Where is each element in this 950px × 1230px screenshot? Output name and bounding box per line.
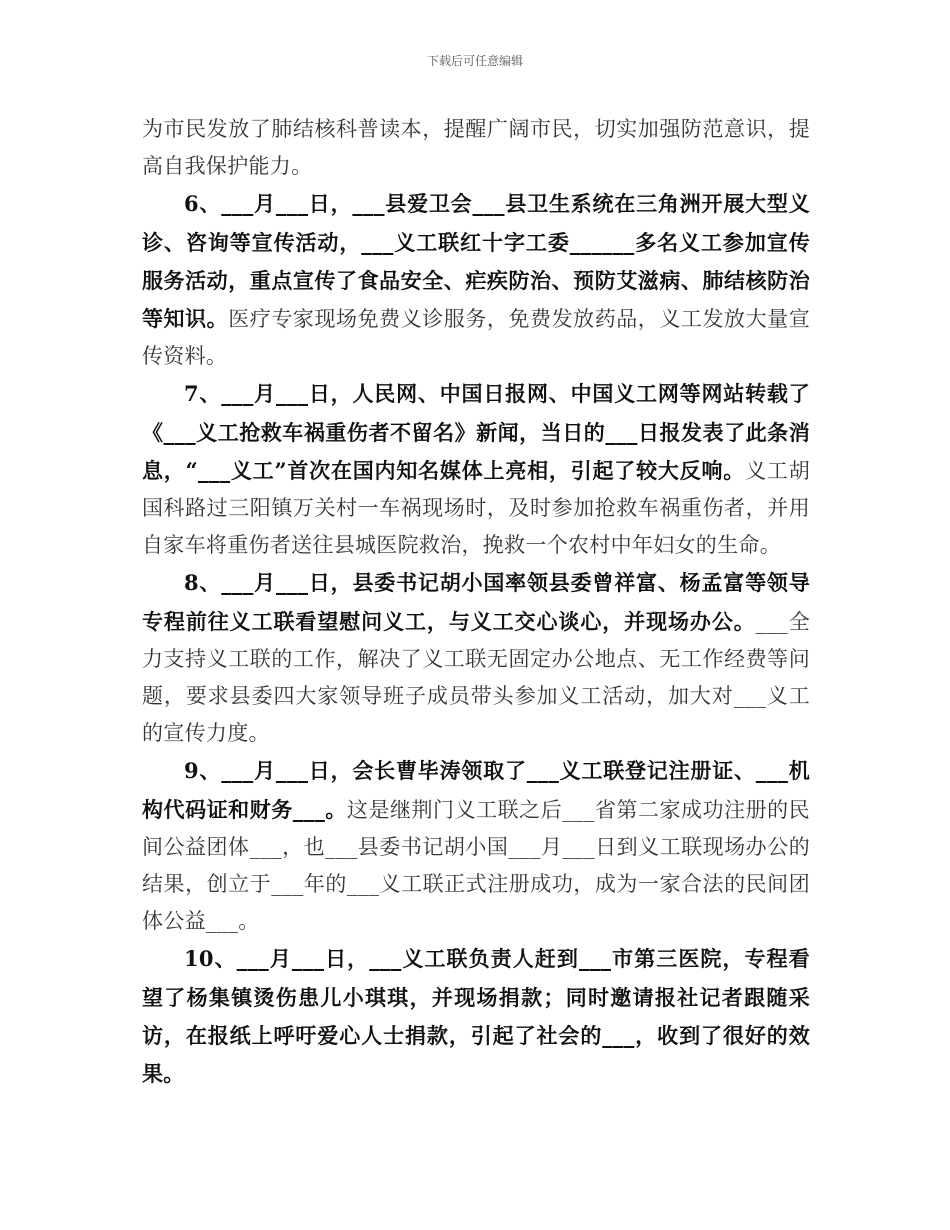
paragraph-bold-text: 9、___月___日，会长曹毕涛领取了___义工联登记注册证、___机构代码证和财务___。: [142, 758, 810, 822]
paragraph-item-6: [142, 185, 810, 375]
paragraph-text: 医疗专家现场免费义诊服务，免费发放药品，义工发放大量宣传资料。: [142, 307, 810, 369]
paragraph-item-7: [142, 375, 810, 564]
paragraph-bold-text: 10、___月___日，___义工联负责人赶到___市第三医院，专程看望了杨集镇烫伤患儿小琪琪，并现场捐款；同时邀请报社记者跟随采访，在报纸上呼吁爱心人士捐款，引起了社会的___，收到了很好的效果。: [142, 946, 810, 1087]
paragraph-continuation: [142, 110, 810, 185]
paragraph-item-9: [142, 752, 810, 940]
paragraph-bold-text: 6、___月___日，___县爱卫会___县卫生系统在三角洲开展大型义诊、咨询等宣传活动，___义工联红十字工委______多名义工参加宣传服务活动，重点宣传了食品安全、疟疾防治、预防艾滋病、肺结核防治等知识。: [142, 191, 810, 332]
paragraph-bold-text: 7、___月___日，人民网、中国日报网、中国义工网等网站转载了《___义工抢救车祸重伤者不留名》新闻，当日的___日报发表了此条消息，“___义工”首次在国内知名媒体上亮相，引起了较大反响。: [142, 381, 810, 483]
paragraph-text: 这是继荆门义工联之后___省第二家成功注册的民间公益团体___，也___县委书记胡小国___月___日到义工联现场办公的结果，创立于___年的___义工联正式注册成功，成为一家合法的民间团体公益___。: [142, 797, 810, 934]
paragraph-text: 义工胡国科路过三阳镇万关村一车祸现场时，及时参加抢救车祸重伤者，并用自家车将重伤者送往县城医院救治，挽救一个农村中年妇女的生命。: [142, 458, 811, 558]
paragraph-bold-text: 8、___月___日，县委书记胡小国率领县委曾祥富、杨孟富等领导专程前往义工联看望慰问义工，与义工交心谈心，并现场办公。: [142, 570, 810, 634]
page-header: 下载后可任意编辑: [426, 54, 523, 68]
paragraph-text: ___全力支持义工联的工作，解决了义工联无固定办公地点、无工作经费等问题，要求县委四大家领导班子成员带头参加义工活动，加大对___义工的宣传力度。: [142, 609, 810, 746]
paragraph-item-8: [142, 564, 810, 752]
paragraph-item-10: [142, 940, 810, 1093]
document-body: [142, 110, 810, 1093]
paragraph-text: 为市民发放了肺结核科普读本，提醒广阔市民，切实加强防范意识，提高自我保护能力。: [142, 117, 810, 179]
